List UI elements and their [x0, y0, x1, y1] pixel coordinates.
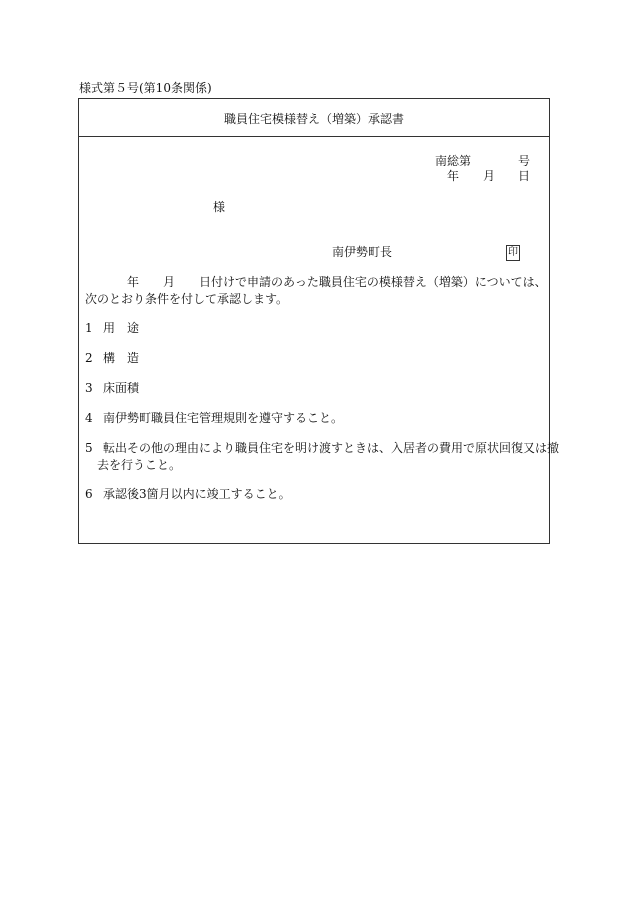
- list-item: 5 転出その他の理由により職員住宅を明け渡すときは、入居者の費用で原状回復又は撤去を行うこと。: [85, 441, 560, 472]
- list-item: 2 構 造: [85, 351, 140, 365]
- body-paragraph: [85, 274, 547, 308]
- issuer-name: 南伊勢町長: [332, 245, 393, 259]
- addressee-suffix: 様: [213, 200, 226, 214]
- list-item: 3 床面積: [85, 381, 140, 395]
- body-text: 日付けで申請のあった職員住宅の模様替え（増築）については、次のとおり条件を付して承認します。: [85, 275, 547, 306]
- list-item: 6 承認後3箇月以内に竣工すること。: [85, 487, 291, 501]
- list-item: 4 南伊勢町職員住宅管理規則を遵守すること。: [85, 411, 344, 425]
- body-year-label: 年: [127, 275, 140, 289]
- title-divider: [79, 136, 549, 137]
- date-day-label: 日: [518, 169, 531, 183]
- body-month-label: 月: [163, 275, 176, 289]
- list-item: 1 用 途: [85, 321, 140, 335]
- number-suffix: 号: [518, 154, 531, 168]
- seal-mark: 印: [506, 245, 520, 261]
- date-month-label: 月: [483, 169, 496, 183]
- form-label: 様式第５号(第10条関係): [79, 81, 212, 95]
- date-year-label: 年: [447, 169, 460, 183]
- number-prefix: 南総第: [435, 154, 472, 168]
- document-title: 職員住宅模様替え（増築）承認書: [223, 112, 404, 126]
- document-frame: [78, 98, 560, 544]
